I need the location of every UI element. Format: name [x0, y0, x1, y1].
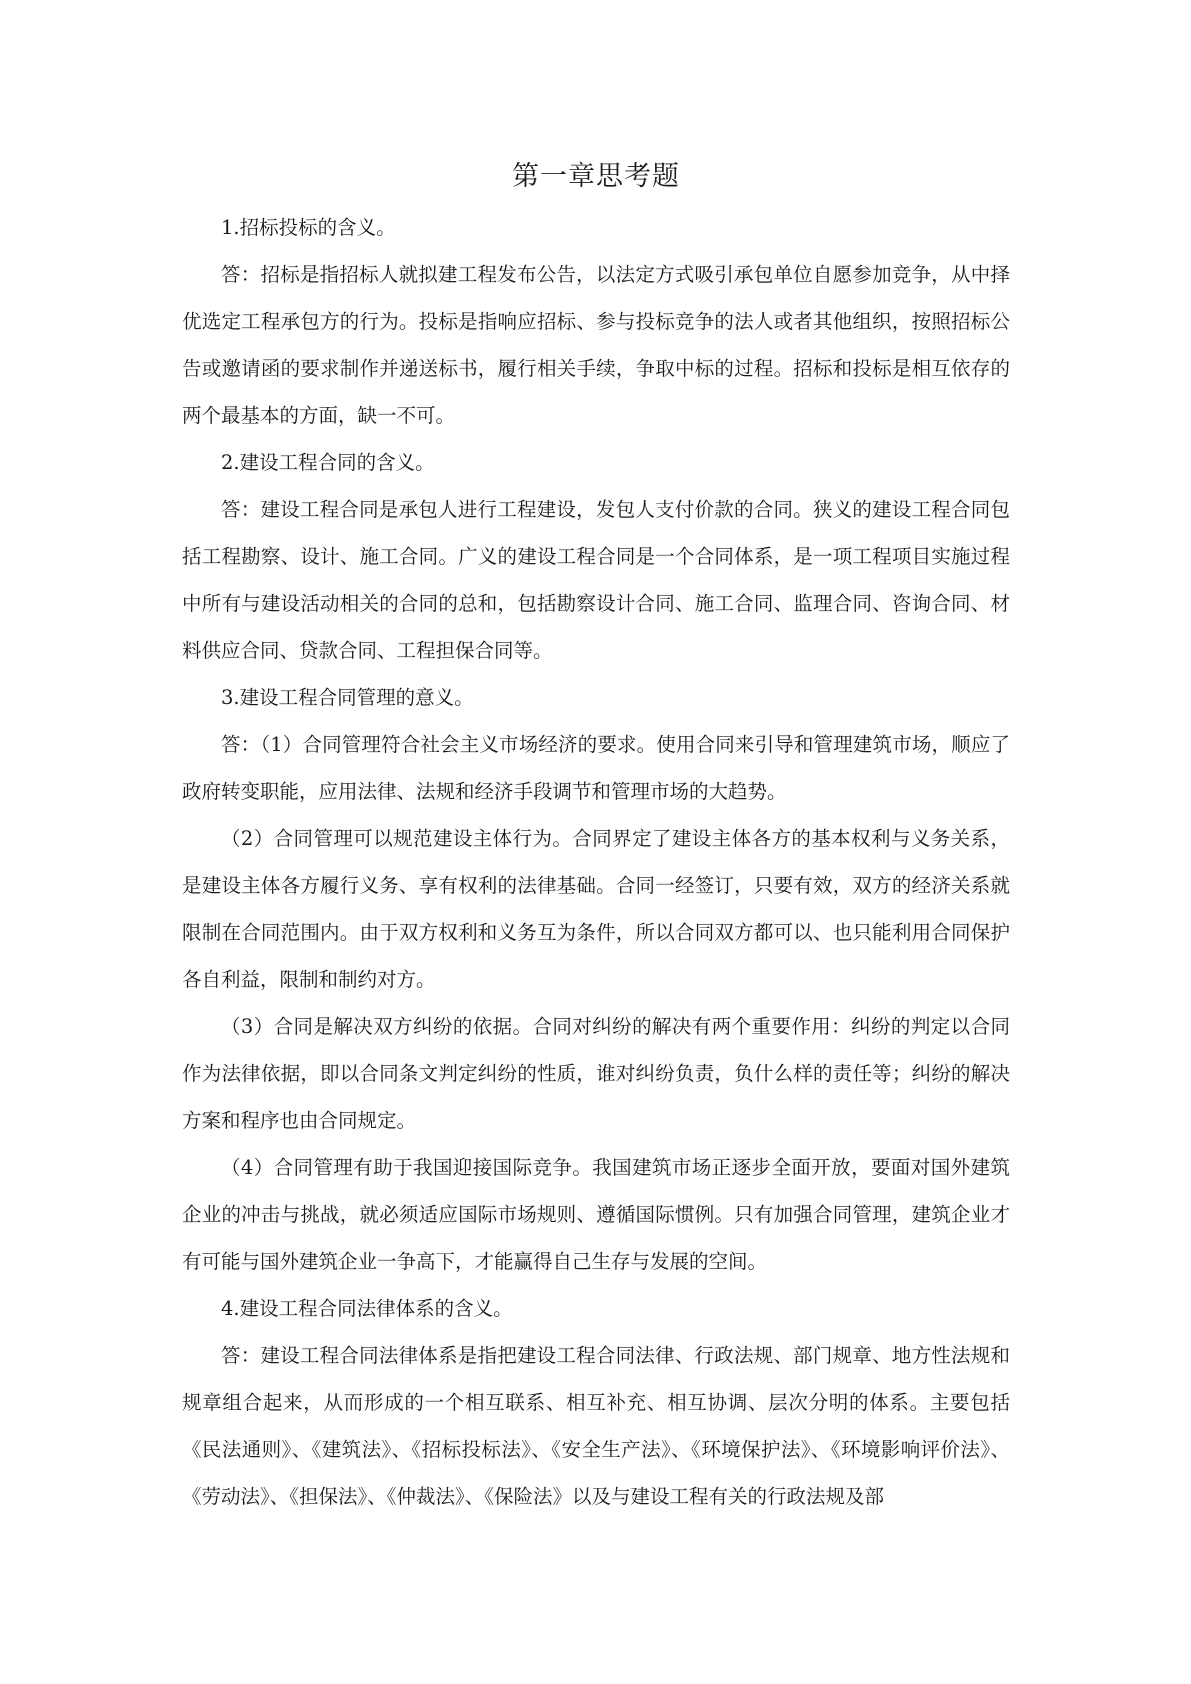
question-1: 1.招标投标的含义。	[221, 216, 396, 239]
question-2: 2.建设工程合同的含义。	[221, 451, 435, 474]
answer-1: 答：招标是指招标人就拟建工程发布公告，以法定方式吸引承包单位自愿参加竞争，从中择优选定工程承包方的行为。投标是指响应招标、参与投标竞争的法人或者其他组织，按照招标公告或邀请函的要求制作并递送标书，履行相关手续，争取中标的过程。招标和投标是相互依存的两个最基本的方面，缺一不可。	[182, 263, 1010, 427]
page-title: 第一章思考题	[512, 161, 680, 192]
answer-3-point-2: （2）合同管理可以规范建设主体行为。合同界定了建设主体各方的基本权利与义务关系，是建设主体各方履行义务、享有权利的法律基础。合同一经签订，只要有效，双方的经济关系就限制在合同范围内。由于双方权利和义务互为条件，所以合同双方都可以、也只能利用合同保护各自利益，限制和制约对方。	[182, 827, 1010, 991]
answer-3-point-1: 答：（1）合同管理符合社会主义市场经济的要求。使用合同来引导和管理建筑市场，顺应了政府转变职能，应用法律、法规和经济手段调节和管理市场的大趋势。	[182, 733, 1010, 803]
answer-3-point-4: （4）合同管理有助于我国迎接国际竞争。我国建筑市场正逐步全面开放，要面对国外建筑企业的冲击与挑战，就必须适应国际市场规则、遵循国际惯例。只有加强合同管理，建筑企业才有可能与国外建筑企业一争高下，才能赢得自己生存与发展的空间。	[182, 1156, 1010, 1273]
question-3: 3.建设工程合同管理的意义。	[221, 686, 474, 709]
answer-2: 答：建设工程合同是承包人进行工程建设，发包人支付价款的合同。狭义的建设工程合同包括工程勘察、设计、施工合同。广义的建设工程合同是一个合同体系，是一项工程项目实施过程中所有与建设活动相关的合同的总和，包括勘察设计合同、施工合同、监理合同、咨询合同、材料供应合同、贷款合同、工程担保合同等。	[182, 498, 1010, 662]
document-page	[182, 152, 1010, 1520]
answer-4: 答：建设工程合同法律体系是指把建设工程合同法律、行政法规、部门规章、地方性法规和规章组合起来，从而形成的一个相互联系、相互补充、相互协调、层次分明的体系。主要包括《民法通则》、《建筑法》、《招标投标法》、《安全生产法》、《环境保护法》、《环境影响评价法》、《劳动法》、《担保法》、《仲裁法》、《保险法》以及与建设工程有关的行政法规及部	[182, 1344, 1010, 1508]
question-4: 4.建设工程合同法律体系的含义。	[221, 1297, 513, 1320]
answer-3-point-3: （3）合同是解决双方纠纷的依据。合同对纠纷的解决有两个重要作用：纠纷的判定以合同作为法律依据，即以合同条文判定纠纷的性质，谁对纠纷负责，负什么样的责任等；纠纷的解决方案和程序也由合同规定。	[182, 1015, 1010, 1132]
